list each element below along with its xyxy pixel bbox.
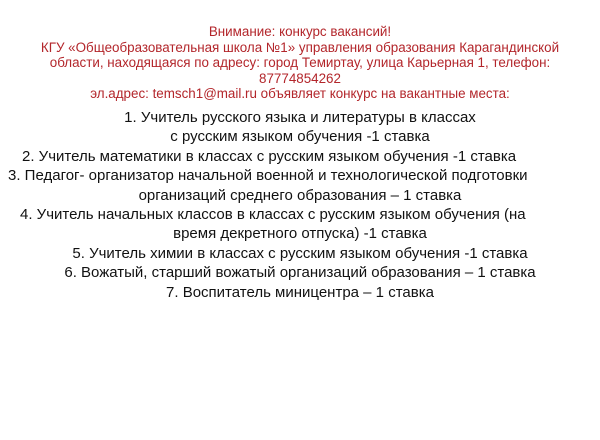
- vacancy-2: 2. Учитель математики в классах с русским языком обучения -1 ставка: [22, 147, 517, 165]
- vacancy-list: [0, 108, 600, 302]
- vacancy-3-line-2: организаций среднего образования – 1 ставка: [138, 186, 462, 204]
- vacancy-7: 7. Воспитатель миницентра – 1 ставка: [166, 283, 434, 301]
- notice-header: [0, 24, 600, 102]
- vacancy-5: 5. Учитель химии в классах с русским языком обучения -1 ставка: [72, 244, 528, 262]
- organization-line-1: КГУ «Общеобразовательная школа №1» управления образования Карагандинской: [40, 39, 560, 55]
- vacancy-1-line-1: 1. Учитель русского языка и литературы в классах: [124, 109, 476, 126]
- vacancy-3-line-1: 3. Педагог- организатор начальной военной и технологической подготовки: [8, 167, 528, 185]
- organization-line-2: области, находящаяся по адресу: город Темиртау, улица Карьерная 1, телефон:: [49, 55, 551, 71]
- email-line: эл.адрес: temsch1@mail.ru объявляет конкурс на вакантные места:: [90, 86, 510, 102]
- vacancy-4-line-1: 4. Учитель начальных классов в классах с русским языком обучения (на: [20, 205, 526, 223]
- vacancy-1-line-2: с русским языком обучения -1 ставка: [170, 128, 430, 146]
- vacancy-6: 6. Вожатый, старший вожатый организаций образования – 1 ставка: [64, 264, 536, 282]
- notice-title: Внимание: конкурс вакансий!: [208, 24, 392, 39]
- phone-number: 87774854262: [259, 70, 341, 86]
- vacancy-4-line-2: время декретного отпуска) -1 ставка: [173, 225, 427, 243]
